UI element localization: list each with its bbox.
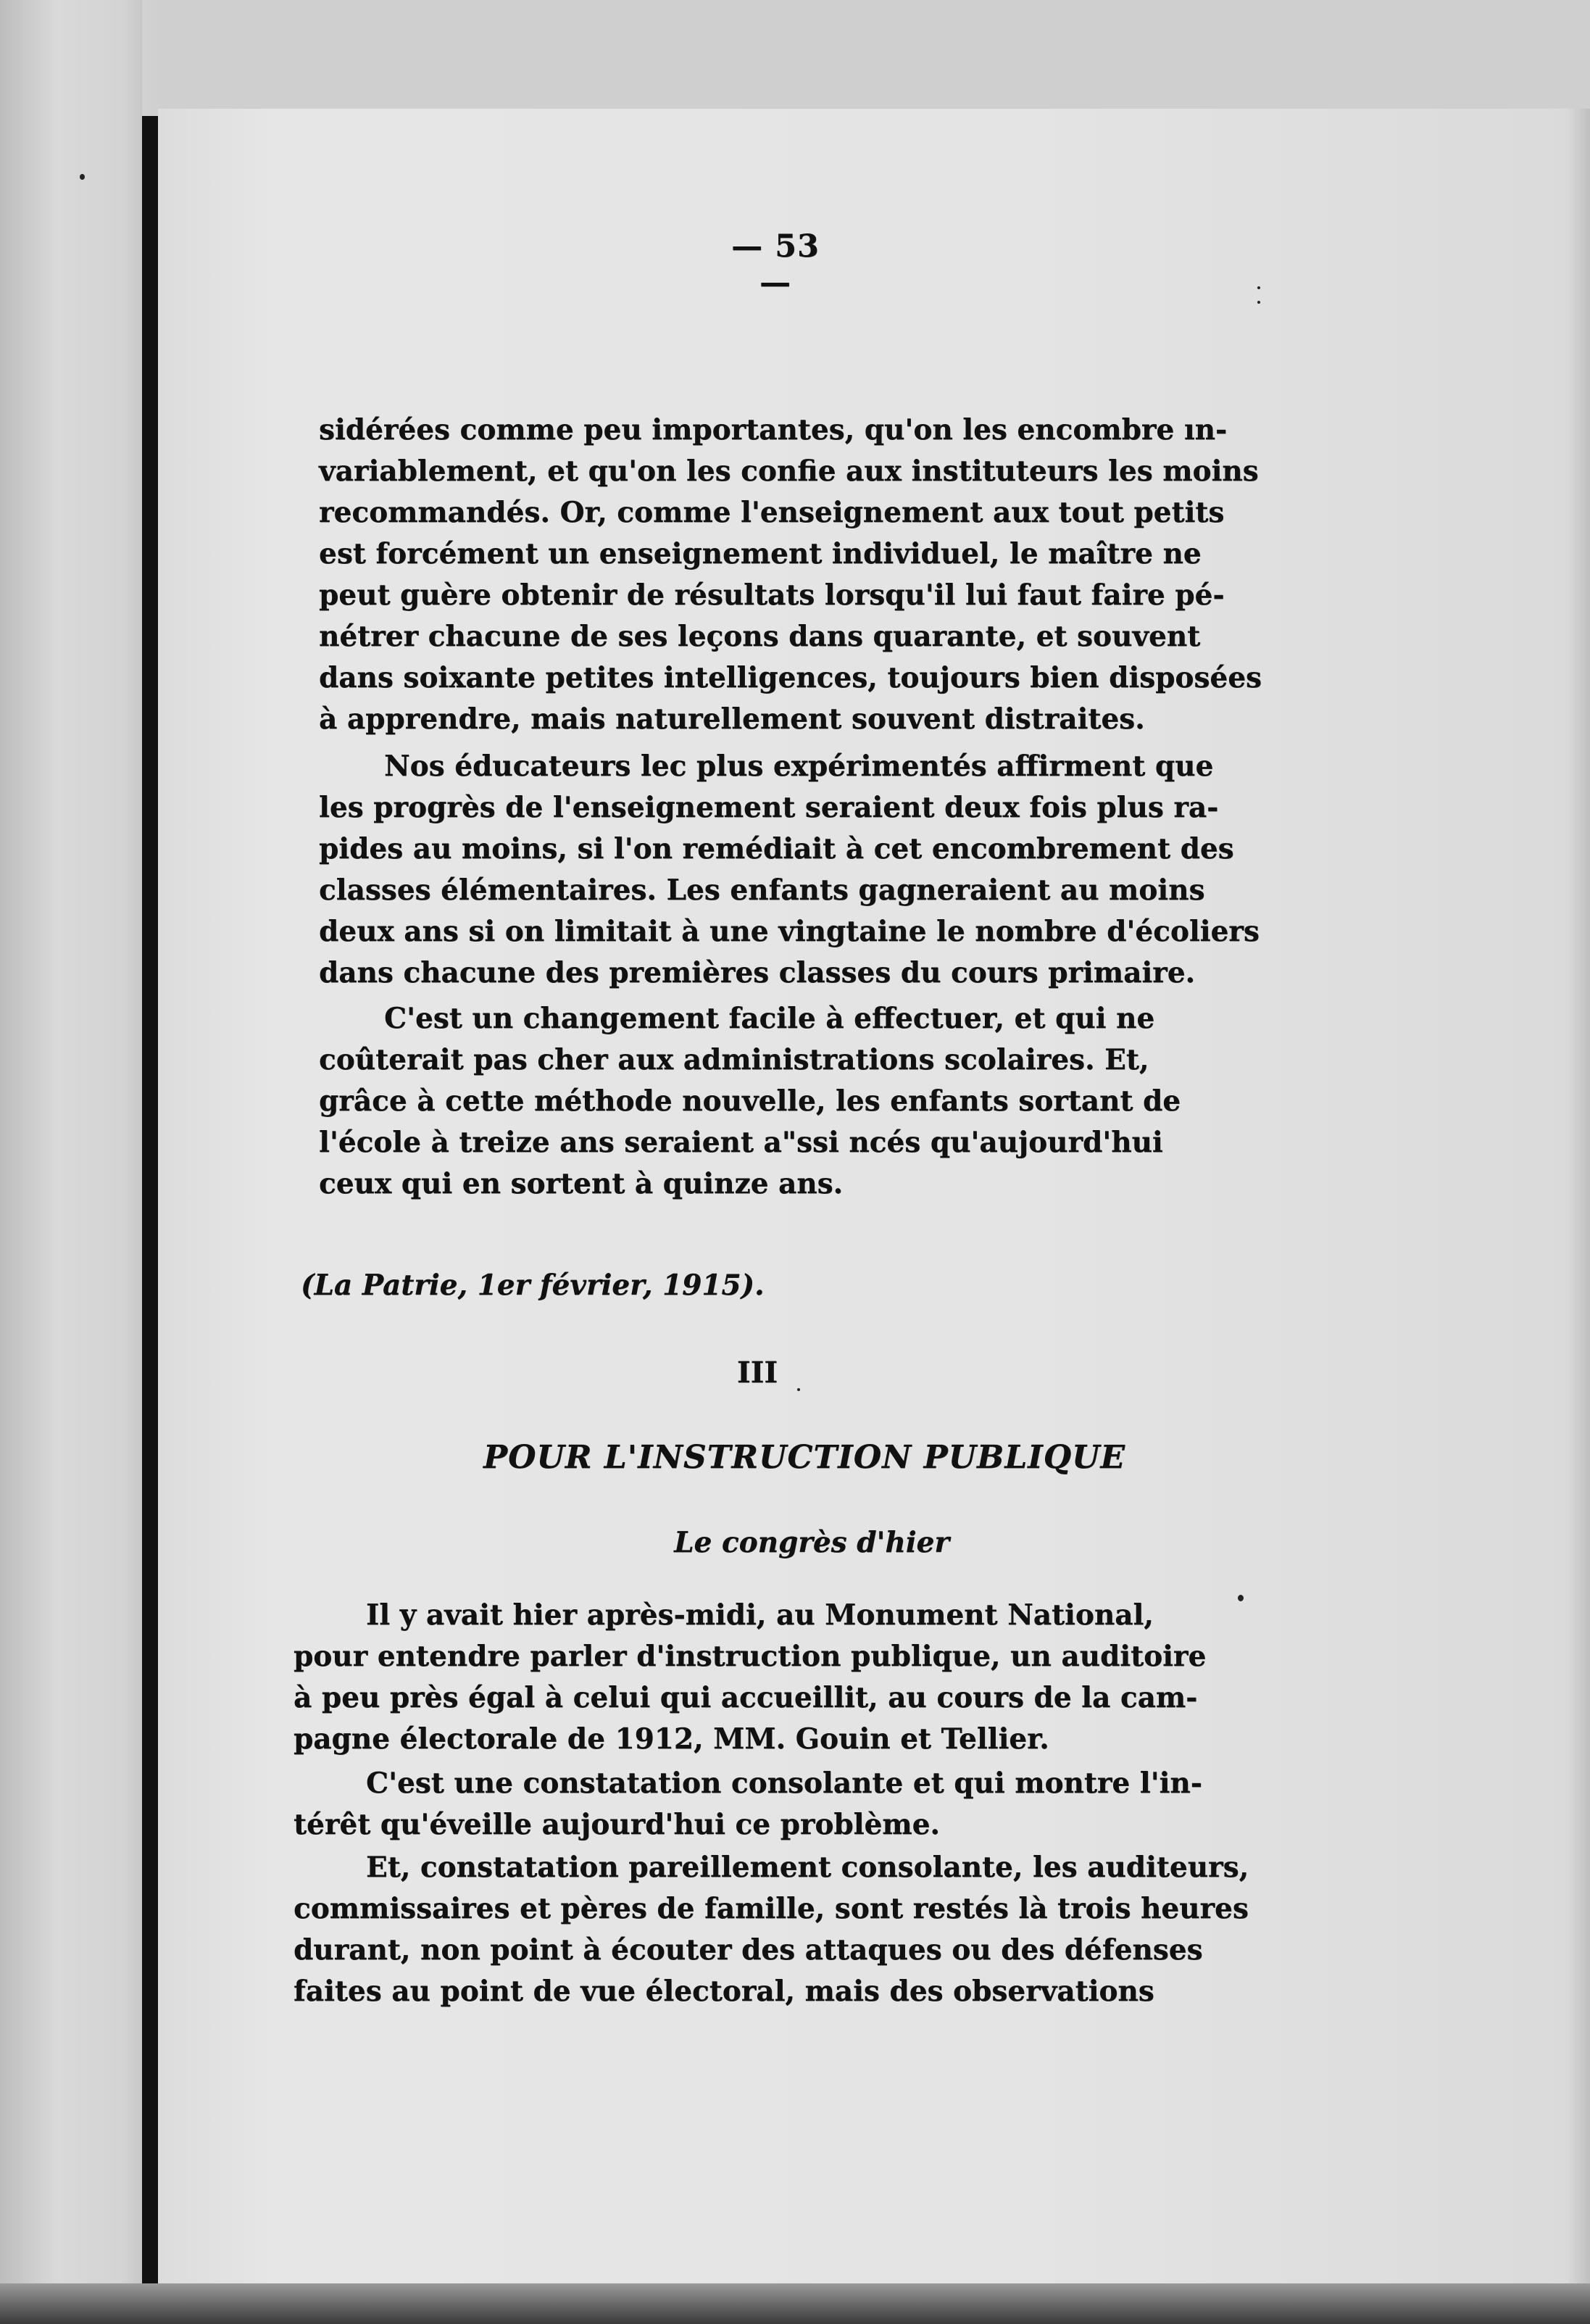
text-line: recommandés. Or, comme l'enseignement aux tout petits bbox=[319, 496, 1225, 529]
section-number: III bbox=[736, 1356, 778, 1390]
text-line: pides au moins, si l'on remédiait à cet encombrement des bbox=[319, 832, 1234, 866]
section-subtitle: Le congrès d'hier bbox=[674, 1526, 949, 1559]
text-line: durant, non point à écouter des attaques ou des défenses bbox=[294, 1933, 1203, 1967]
text-line: dans chacune des premières classes du cours primaire. bbox=[319, 956, 1196, 989]
text-line: dans soixante petites intelligences, toujours bien disposées bbox=[319, 661, 1262, 694]
paragraph bbox=[319, 410, 1262, 740]
text-line: térêt qu'éveille aujourd'hui ce problème. bbox=[294, 1808, 940, 1841]
paragraph bbox=[319, 746, 1260, 994]
text-line: peut guère obtenir de résultats lorsqu'il lui faut faire pé- bbox=[319, 578, 1225, 612]
text-line: coûterait pas cher aux administrations scolaires. Et, bbox=[319, 1043, 1149, 1076]
book-spine-shadow bbox=[142, 116, 158, 2305]
dust-speck bbox=[1238, 1595, 1244, 1601]
page-number: — 53 — bbox=[731, 228, 820, 301]
text-line: grâce à cette méthode nouvelle, les enfants sortant de bbox=[319, 1084, 1181, 1118]
text-line: l'école à treize ans seraient a"ssi ncés qu'aujourd'hui bbox=[319, 1126, 1163, 1159]
page-right-edge bbox=[1568, 109, 1590, 2283]
dust-speck bbox=[797, 1388, 800, 1391]
source-attribution: (La Patrie, 1er février, 1915). bbox=[301, 1269, 765, 1302]
previous-page-edge bbox=[0, 0, 142, 2324]
text-line: variablement, et qu'on les confie aux instituteurs les moins bbox=[319, 455, 1259, 488]
text-line: C'est une constatation consolante et qui montre l'in- bbox=[366, 1767, 1202, 1800]
dust-speck bbox=[80, 174, 85, 180]
scanner-bottom-shadow bbox=[0, 2283, 1590, 2324]
text-line: nétrer chacune de ses leçons dans quarante, et souvent bbox=[319, 620, 1201, 653]
text-line: Il y avait hier après-midi, au Monument National, bbox=[366, 1598, 1154, 1632]
text-line: est forcément un enseignement individuel, le maître ne bbox=[319, 537, 1202, 570]
text-line: les progrès de l'enseignement seraient deux fois plus ra- bbox=[319, 791, 1219, 824]
paragraph bbox=[294, 1847, 1249, 2012]
text-line: à peu près égal à celui qui accueillit, au cours de la cam- bbox=[294, 1681, 1198, 1714]
paragraph bbox=[294, 1763, 1202, 1846]
section-title: POUR L'INSTRUCTION PUBLIQUE bbox=[483, 1439, 1125, 1476]
paragraph bbox=[294, 1595, 1207, 1760]
text-line: deux ans si on limitait à une vingtaine le nombre d'écoliers bbox=[319, 915, 1260, 948]
text-line: commissaires et pères de famille, sont restés là trois heures bbox=[294, 1892, 1249, 1925]
dust-speck bbox=[1257, 301, 1260, 304]
text-line: pagne électorale de 1912, MM. Gouin et Tellier. bbox=[294, 1722, 1049, 1756]
paragraph bbox=[319, 998, 1210, 1205]
text-line: à apprendre, mais naturellement souvent distraites. bbox=[319, 702, 1145, 736]
text-line: classes élémentaires. Les enfants gagneraient au moins bbox=[319, 873, 1205, 907]
text-line: Et, constatation pareillement consolante, les auditeurs, bbox=[366, 1851, 1249, 1884]
text-line: pour entendre parler d'instruction publique, un auditoire bbox=[294, 1640, 1207, 1673]
dust-speck bbox=[1257, 286, 1260, 289]
text-line: ceux qui en sortent à quinze ans. bbox=[319, 1167, 844, 1200]
text-line: sidérées comme peu importantes, qu'on les encombre ın- bbox=[319, 413, 1228, 447]
text-line: Nos éducateurs lec plus expérimentés affirment que bbox=[384, 750, 1214, 783]
text-line: faites au point de vue électoral, mais des observations bbox=[294, 1975, 1154, 2008]
text-line: C'est un changement facile à effectuer, et qui ne bbox=[384, 1002, 1155, 1035]
